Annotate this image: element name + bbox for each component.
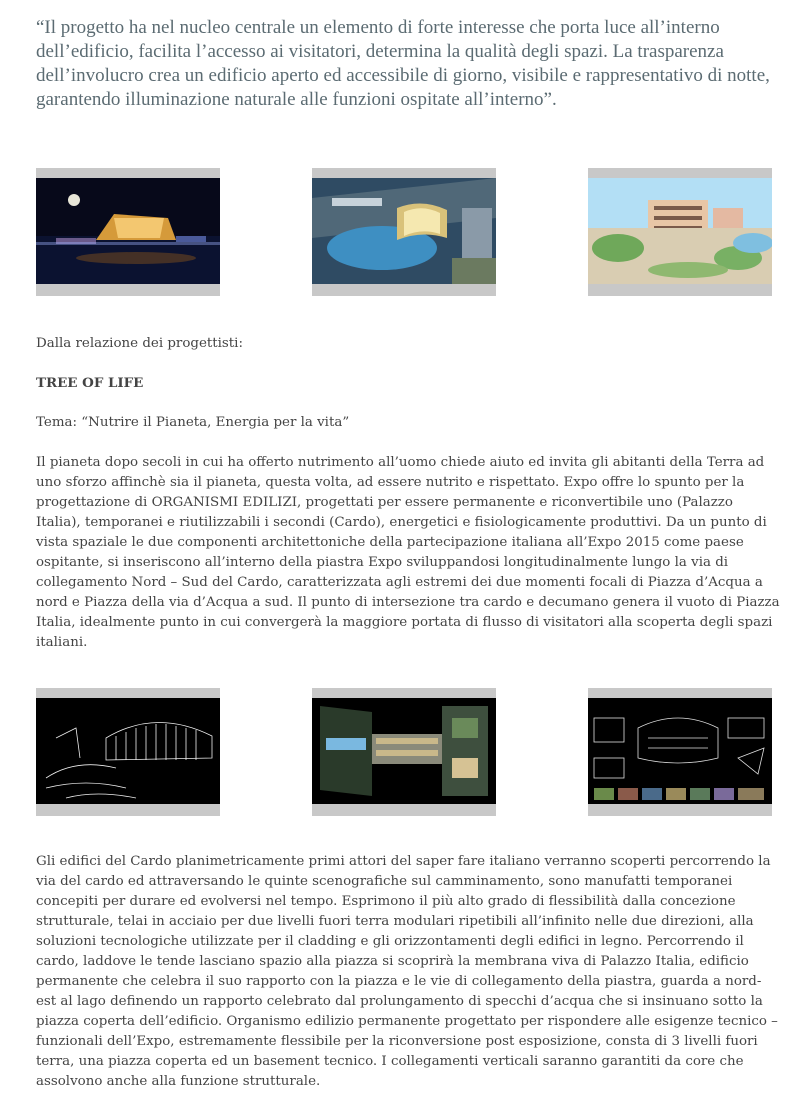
plaza-render-image	[588, 168, 772, 296]
sketch-drawing-image	[36, 688, 220, 816]
intro-label: Dalla relazione dei progettisti:	[36, 336, 243, 351]
night-render-image	[36, 168, 220, 296]
section-drawings-image	[588, 688, 772, 816]
section-title: TREE OF LIFE	[36, 375, 144, 391]
body-paragraph-2: Gli edifici del Cardo planimetricamente primi attori del saper fare italiano verranno scoperti percorrendo la via del cardo ed attraversando le quinte scenografiche sul camminamento, sono manufatti temporanei concepiti per durare ed evolversi nel tempo. Esprimono il più alto grado di flessibilità dalla concezione strutturale, telai in acciaio per due livelli fuori terra modulari ripetibili all’infinito nelle due direzioni, alla soluzioni tecnologiche utilizzate per il cladding e gli orizzontamenti degli edifici in legno. Percorrendo il cardo, laddove le tende lasciano spazio alla piazza si scoprirà la membrana viva di Palazzo Italia, edificio permanente che celebra il suo rapporto con la piazza e le vie di collegamento della piastra, guarda a nord-est al lago definendo un rapporto celebrato dal prolungamento di specchi d’acqua che si insinuano sotto la piazza coperta dell’edificio. Organismo edilizio permanente progettato per rispondere alle esigenze tecnico – funzionali dell’Expo, estremamente flessibile per la riconversione post esposizione, consta di 3 livelli fuori terra, una piazza coperta ed un basement tecnico. I collegamenti verticali saranno garantiti da core che assolvono anche alla funzione strutturale.	[36, 854, 778, 1089]
site-plan-image	[312, 688, 496, 816]
intro-quote: “Il progetto ha nel nucleo centrale un elemento di forte interesse che porta luce all’interno dell’edificio, facilita l’accesso ai visitatori, determina la qualità degli spazi. La trasparenza dell’involucro crea un edificio aperto ed accessibile di giorno, visibile e rappresentativo di notte, garantendo illuminazione naturale alle funzioni ospitate all’interno”.	[36, 17, 770, 110]
body-paragraph-1: Il pianeta dopo secoli in cui ha offerto nutrimento all’uomo chiede aiuto ed invita gli abitanti della Terra ad uno sforzo affinchè sia il pianeta, questa volta, ad essere nutrito e rispettato. Expo offre lo spunto per la progettazione di ORGANISMI EDILIZI, progettati per essere permanente e riconvertibile uno (Palazzo Italia), temporanei e riutilizzabili i secondi (Cardo), energetici e fisiologicamente produttivi. Da un punto di vista spaziale le due componenti architettoniche della partecipazione italiana all’Expo 2015 come paese ospitante, si inseriscono all’interno della piastra Expo sviluppandosi longitudinalmente lungo la via di collegamento Nord – Sud del Cardo, caratterizzata agli estremi dei due momenti focali di Piazza d’Acqua a nord e Piazza della via d’Acqua a sud. Il punto di intersezione tra cardo e decumano genera il vuoto di Piazza Italia, idealmente punto in cui convergerà la maggiore portata di flusso di visitatori alla scoperta degli spazi italiani.	[36, 455, 780, 650]
theme-line: Tema: “Nutrire il Pianeta, Energia per la vita”	[36, 415, 350, 430]
aerial-render-image	[312, 168, 496, 296]
